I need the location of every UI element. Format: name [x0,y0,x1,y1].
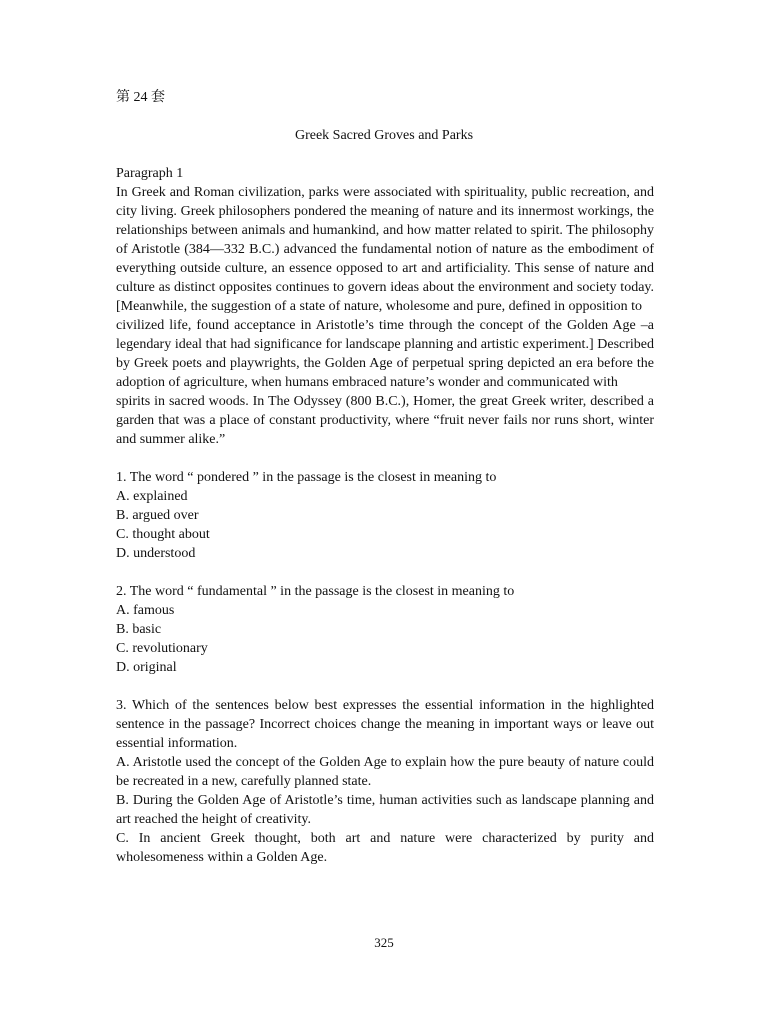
question-stem: 2. The word “ fundamental ” in the passage is the closest in meaning to [116,584,515,599]
answer-option: D. understood [116,546,196,561]
spacer [116,449,654,468]
spacer [116,677,654,696]
paragraph-text-block-2: civilized life, found acceptance in Aristotle’s time through the concept of the Golden Age –a legendary ideal that had significance for landscape planning and artistic experiment.] Described by Greek poets and playwrights, the Golden Age of perpetual spring depicted an era before the adoption of agriculture, when humans embraced nature’s wonder and communicated with [116,318,654,390]
spacer [116,563,654,582]
answer-option: A. famous [116,603,175,618]
answer-option: C. thought about [116,527,210,542]
passage-title: Greek Sacred Groves and Parks [294,128,474,143]
page-number: 325 [374,935,394,950]
question-3 [116,696,654,867]
set-label: 第 24 套 [116,90,165,105]
passage-content [116,164,654,867]
answer-option: C. revolutionary [116,641,208,656]
paragraph-text-block-3: spirits in sacred woods. In The Odyssey (800 B.C.), Homer, the great Greek writer, described a garden that was a place of constant productivity, where “fruit never fails nor runs short, winter and summer alike.” [116,394,654,447]
question-stem: 1. The word “ pondered ” in the passage is the closest in meaning to [116,470,497,485]
paragraph-text-block-1: In Greek and Roman civilization, parks were associated with spirituality, public recreation, and city living. Greek philosophers pondered the meaning of nature and its innermost workings, the relationships between animals and humankind, and how matter related to spirit. The philosophy of Aristotle (384—332 B.C.) advanced the fundamental notion of nature as the embodiment of everything outside culture, an essence opposed to art and artificiality. This sense of nature and culture as distinct opposites continues to govern ideas about the environment and society today. [Meanwhile, the suggestion of a state of nature, wholesome and pure, defined in opposition to [116,185,654,314]
question-stem: 3. Which of the sentences below best expresses the essential information in the highlighted sentence in the passage? Incorrect choices change the meaning in important ways or leave out essential information. [116,698,654,751]
paragraph-label: Paragraph 1 [116,166,184,181]
answer-option: A. Aristotle used the concept of the Golden Age to explain how the pure beauty of nature could be recreated in a new, carefully planned state. [116,755,654,789]
answer-option: D. original [116,660,177,675]
answer-option: B. basic [116,622,162,637]
question-1 [116,468,654,563]
question-2 [116,582,654,677]
answer-option: C. In ancient Greek thought, both art and nature were characterized by purity and wholesomeness within a Golden Age. [116,831,654,865]
answer-option: B. argued over [116,508,199,523]
answer-option: B. During the Golden Age of Aristotle’s time, human activities such as landscape planning and art reached the height of creativity. [116,793,654,827]
answer-option: A. explained [116,489,188,504]
